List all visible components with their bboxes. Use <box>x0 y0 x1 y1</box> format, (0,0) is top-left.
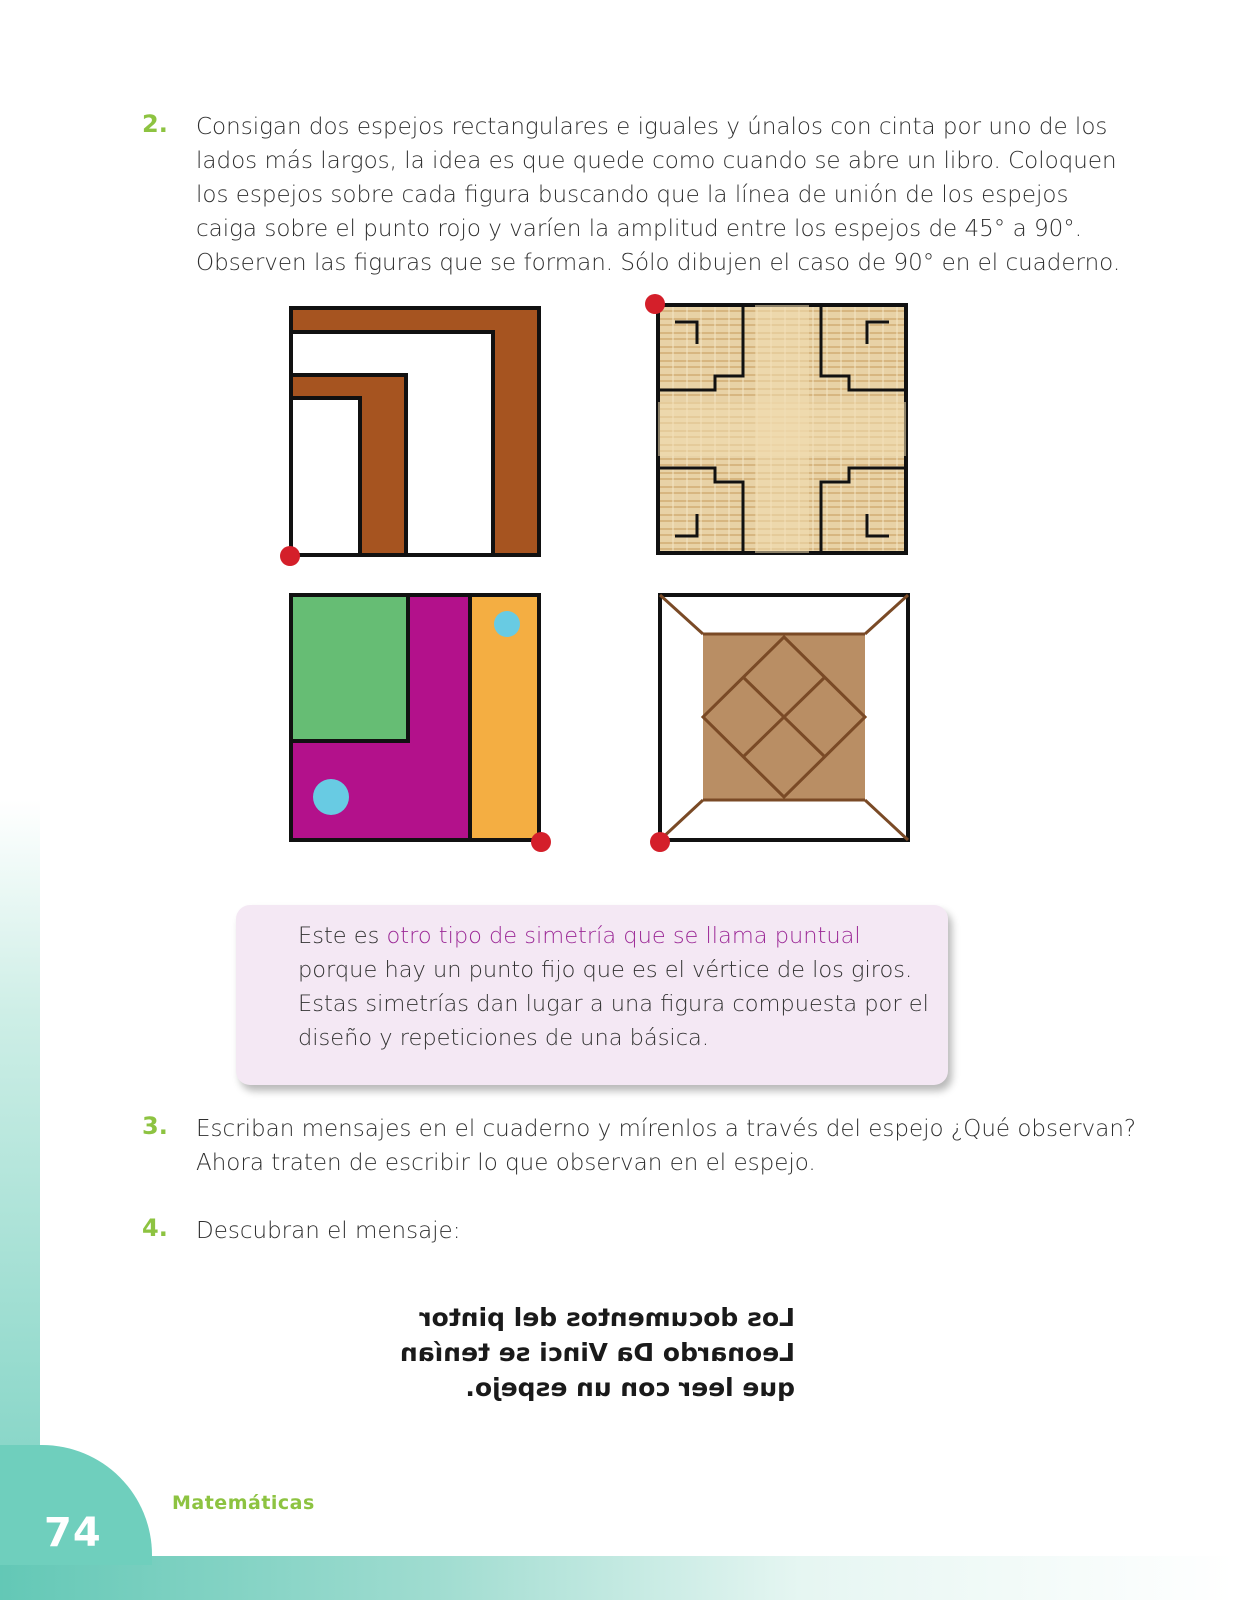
bottom-decorative-band <box>0 1556 1236 1600</box>
figure-colored-blocks <box>288 592 544 844</box>
red-pivot-dot <box>280 546 300 566</box>
mirrored-line: que leer con un espejo. <box>465 1373 795 1402</box>
item-text <box>196 1112 1136 1180</box>
item-number: 4. <box>142 1214 168 1242</box>
figure-nested-l-shapes <box>288 305 544 561</box>
text-line: caiga sobre el punto rojo y varíen la amplitud entre los espejos de 45° a 90°. <box>196 216 1083 242</box>
mirrored-message <box>380 1300 795 1405</box>
red-pivot-dot <box>531 832 551 852</box>
left-decorative-band <box>0 800 40 1520</box>
mirrored-line: Los documentos del pintor <box>419 1303 795 1332</box>
item-number: 2. <box>142 110 168 138</box>
item-text <box>196 1214 460 1248</box>
callout-line: Estas simetrías dan lugar a una figura compuesta por el <box>298 991 929 1017</box>
callout-highlight: otro tipo de simetría que se llama puntual <box>386 923 861 949</box>
callout-line: porque hay un punto fijo que es el vértice de los giros. <box>298 957 913 983</box>
item-text <box>196 110 1120 280</box>
text-line: Escriban mensajes en el cuaderno y mírenlos a través del espejo ¿Qué observan? <box>196 1116 1137 1142</box>
text-line: Ahora traten de escribir lo que observan en el espejo. <box>196 1150 816 1176</box>
figure-wood-cross <box>655 302 909 556</box>
callout-line: diseño y repeticiones de una básica. <box>298 1025 709 1051</box>
page-number: 74 <box>44 1510 102 1556</box>
text-line: lados más largos, la idea es que quede como cuando se abre un libro. Coloquen <box>196 148 1117 174</box>
red-pivot-dot <box>645 294 665 314</box>
definition-callout <box>236 905 948 1085</box>
callout-prefix: Este es <box>298 923 387 949</box>
item-number: 3. <box>142 1112 168 1140</box>
red-pivot-dot <box>650 832 670 852</box>
text-line: los espejos sobre cada figura buscando que la línea de unión de los espejos <box>196 182 1069 208</box>
figure-framed-diamonds <box>657 592 911 844</box>
callout-line <box>298 919 929 953</box>
subject-label: Matemáticas <box>172 1492 315 1514</box>
text-line: Consigan dos espejos rectangulares e iguales y únalos con cinta por uno de los <box>196 114 1108 140</box>
text-line: Observen las figuras que se forman. Sólo dibujen el caso de 90° en el cuaderno. <box>196 250 1121 276</box>
text-line: Descubran el mensaje: <box>196 1218 461 1244</box>
mirrored-line: Leonardo Da Vinci se tenían <box>399 1338 795 1367</box>
callout-text <box>298 919 929 1055</box>
